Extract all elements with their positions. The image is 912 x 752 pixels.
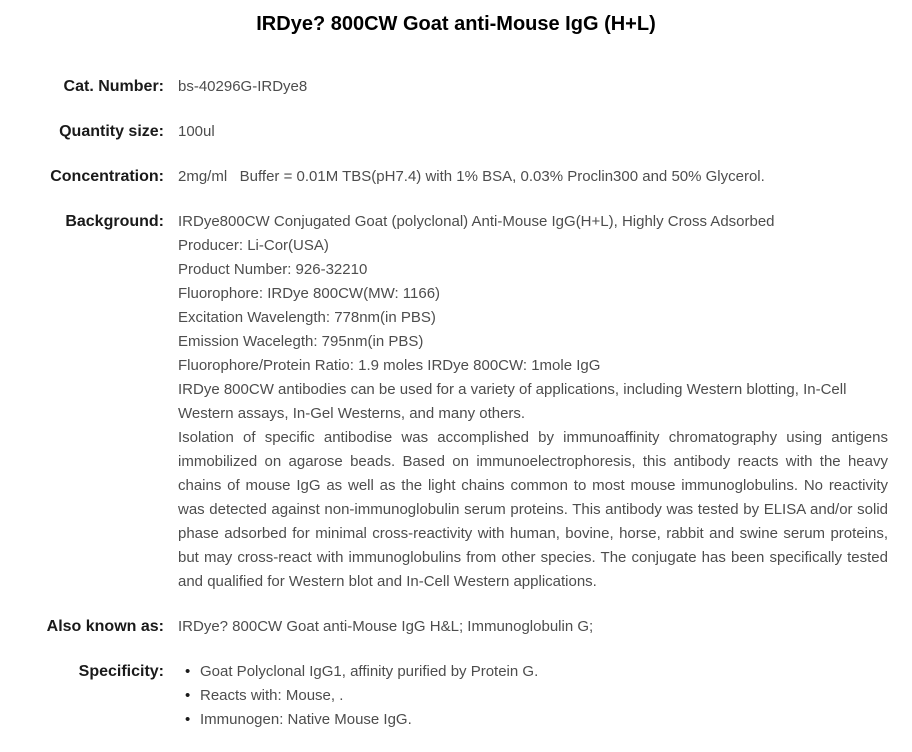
field-value-specificity	[178, 660, 888, 732]
field-row-also-known-as	[0, 615, 912, 639]
field-label-background: Background:	[65, 213, 164, 230]
background-line: IRDye800CW Conjugated Goat (polyclonal) Anti-Mouse IgG(H+L), Highly Cross Adsorbed	[178, 213, 775, 230]
field-row-specificity	[0, 660, 912, 732]
specificity-bullet-text: Reacts with: Mouse, .	[200, 687, 344, 704]
field-row-quantity-size	[0, 120, 912, 144]
list-item	[185, 684, 888, 708]
background-line: Fluorophore: IRDye 800CW(MW: 1166)	[178, 285, 441, 302]
background-paragraph-applications: IRDye 800CW antibodies can be used for a variety of applications, including Western blotting, In-Cell Western assays, In-Gel Westerns, and many others.	[178, 381, 847, 422]
field-row-background	[0, 210, 912, 594]
field-label-concentration: Concentration:	[50, 168, 164, 185]
field-row-cat-number	[0, 75, 912, 99]
field-label-quantity-size: Quantity size:	[59, 123, 164, 140]
background-paragraph-isolation: Isolation of specific antibodise was accomplished by immunoaffinity chromatography using antigens immobilized on agarose beads. Based on immunoelectrophoresis, this antibody reacts with the heavy chains of mouse IgG as well as the light chains common to most mouse immunoglobulins. No reactivity was detected against non-immunoglobulin serum proteins. This antibody was tested by ELISA and/or solid phase adsorbed for minimal cross-reactivity with human, bovine, horse, rabbit and swine serum proteins, but may cross-react with immunoglobulins from other species. The conjugate has been specifically tested and qualified for Western blot and In-Cell Western applications.	[178, 429, 888, 590]
field-value-background	[178, 210, 888, 594]
background-line: Emission Wacelegth: 795nm(in PBS)	[178, 333, 424, 350]
field-value-also-known-as: IRDye? 800CW Goat anti-Mouse IgG H&L; Immunoglobulin G;	[178, 618, 594, 635]
field-value-cat-number: bs-40296G-IRDye8	[178, 78, 308, 95]
background-line: Product Number: 926-32210	[178, 261, 368, 278]
background-line: Excitation Wavelength: 778nm(in PBS)	[178, 309, 436, 326]
field-value-concentration: 2mg/ml Buffer = 0.01M TBS(pH7.4) with 1% BSA, 0.03% Proclin300 and 50% Glycerol.	[178, 168, 765, 185]
background-line: Producer: Li-Cor(USA)	[178, 237, 329, 254]
list-item	[185, 660, 888, 684]
background-line: Fluorophore/Protein Ratio: 1.9 moles IRDye 800CW: 1mole IgG	[178, 357, 601, 374]
field-label-also-known-as: Also known as:	[46, 618, 164, 635]
bullet-icon: •	[185, 687, 191, 704]
field-value-quantity-size: 100ul	[178, 123, 215, 140]
list-item	[185, 708, 888, 732]
specificity-bullet-text: Immunogen: Native Mouse IgG.	[200, 711, 412, 728]
specificity-bullet-list	[178, 660, 888, 732]
field-row-concentration	[0, 165, 912, 189]
bullet-icon: •	[185, 711, 191, 728]
page-title: IRDye? 800CW Goat anti-Mouse IgG (H+L)	[256, 13, 656, 35]
field-label-specificity: Specificity:	[78, 663, 164, 680]
field-label-cat-number: Cat. Number:	[63, 78, 164, 95]
specificity-bullet-text: Goat Polyclonal IgG1, affinity purified by Protein G.	[200, 663, 539, 680]
bullet-icon: •	[185, 663, 191, 680]
